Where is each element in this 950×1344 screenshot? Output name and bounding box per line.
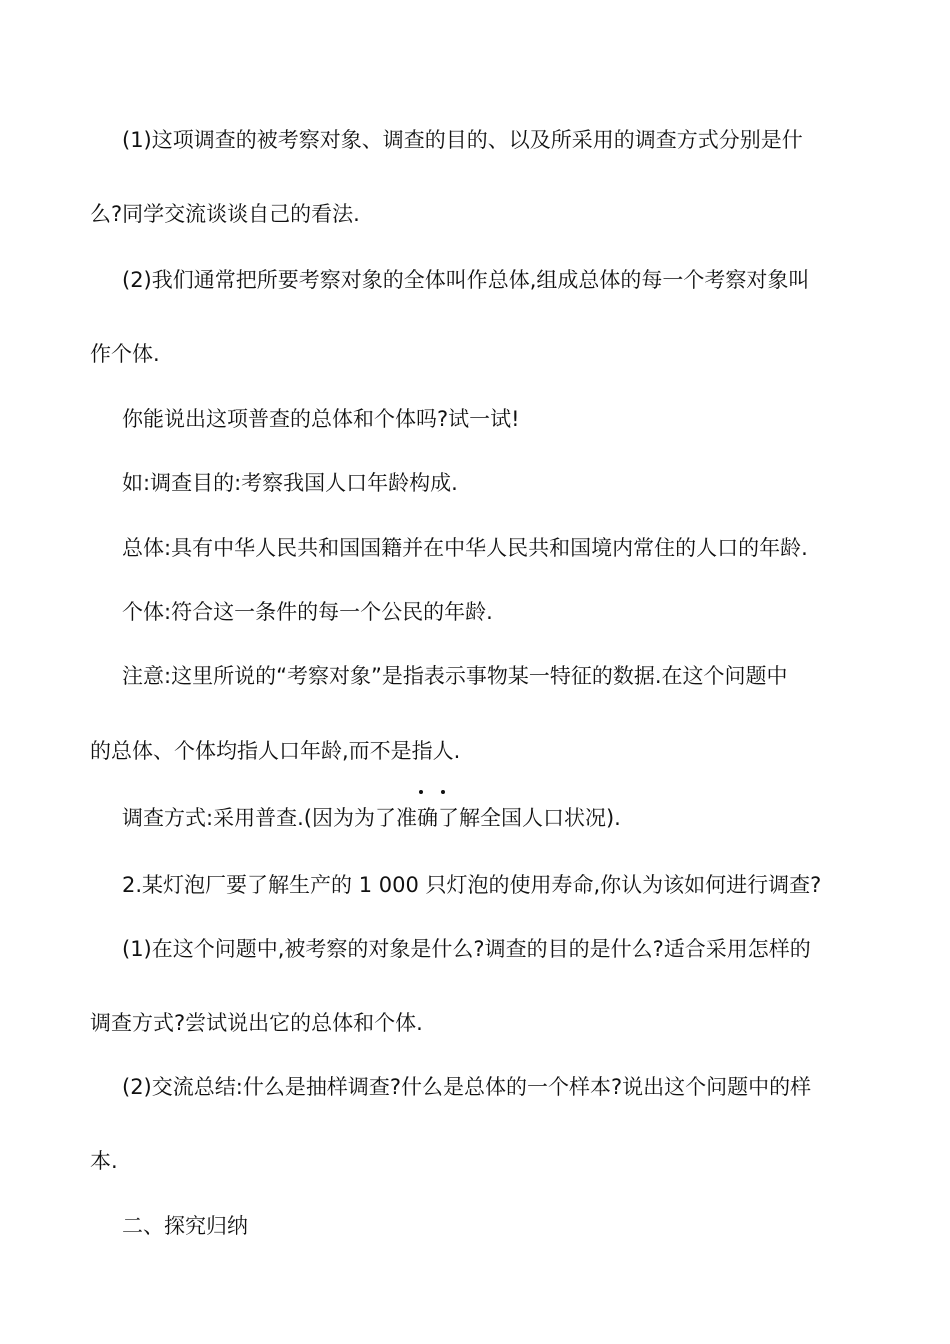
paragraph-line: (2)交流总结:什么是抽样调查?什么是总体的一个样本?说出这个问题中的样	[122, 1075, 812, 1099]
paragraph-line: 总体:具有中华人民共和国国籍并在中华人民共和国境内常住的人口的年龄.	[122, 536, 808, 560]
section-heading: 二、探究归纳	[122, 1214, 248, 1238]
paragraph-line: 如:调查目的:考察我国人口年龄构成.	[122, 471, 458, 495]
paragraph-line: (1)这项调查的被考察对象、调查的目的、以及所采用的调查方式分别是什	[122, 128, 803, 152]
paragraph-line: 的总体、个体均指人口年龄,而不是指人.	[90, 739, 461, 763]
paragraph-line: (1)在这个问题中,被考察的对象是什么?调查的目的是什么?适合采用怎样的	[122, 937, 811, 961]
paragraph-line: 调查方式:采用普查.(因为为了准确了解全国人口状况).	[122, 806, 621, 830]
paragraph-line: (2)我们通常把所要考察对象的全体叫作总体,组成总体的每一个考察对象叫	[122, 268, 810, 292]
paragraph-line: 么?同学交流谈谈自己的看法.	[90, 202, 360, 226]
paragraph-line: 调查方式?尝试说出它的总体和个体.	[90, 1011, 423, 1035]
paragraph-line: 2.某灯泡厂要了解生产的 1 000 只灯泡的使用寿命,你认为该如何进行调查?	[122, 873, 822, 897]
emphasis-dots	[413, 786, 453, 798]
paragraph-line: 你能说出这项普查的总体和个体吗?试一试!	[122, 407, 520, 431]
paragraph-line: 注意:这里所说的“考察对象”是指表示事物某一特征的数据.在这个问题中	[122, 664, 788, 688]
paragraph-line: 作个体.	[90, 342, 160, 366]
paragraph-line: 个体:符合这一条件的每一个公民的年龄.	[122, 600, 493, 624]
paragraph-line: 本.	[90, 1149, 118, 1173]
